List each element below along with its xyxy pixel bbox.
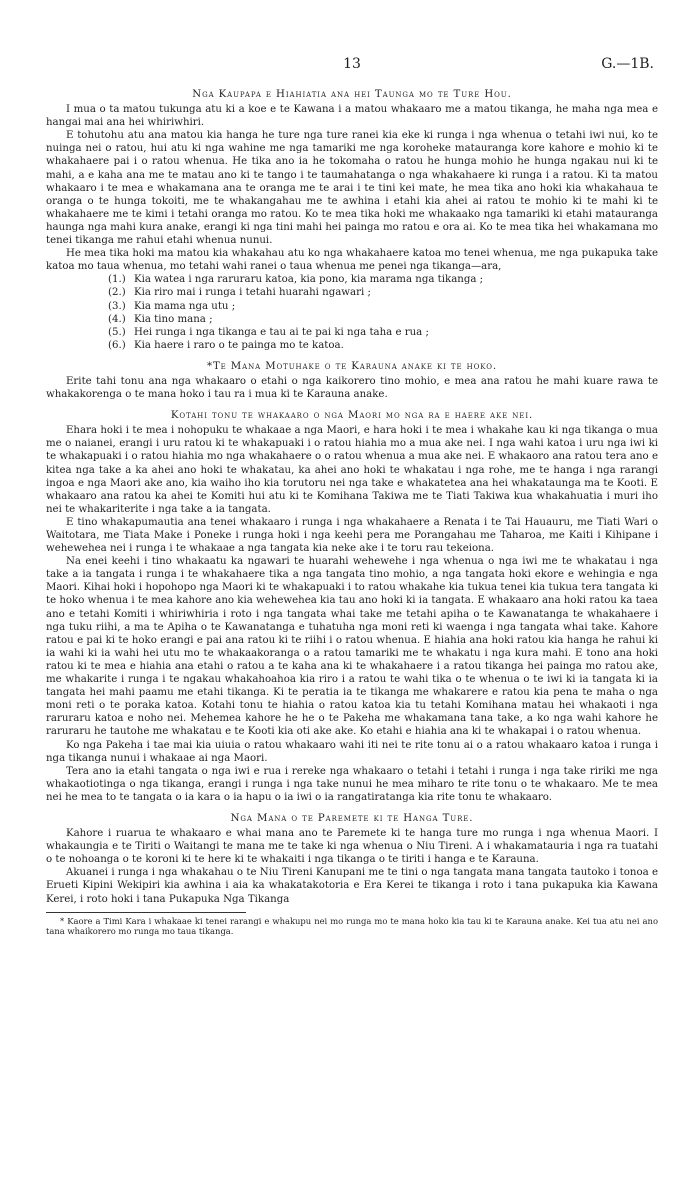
paragraph: E tino whakapumautia ana tenei whakaaro i runga i nga whakahaere a Renata i te Tai Hauauru, me Tiati Wari o Waitotara, me Tiata Make i Poneke i runga hoki i nga keehi pera me Porangahau me Taharoa, me Kaiti i Kihipane i wehewehea nei i runga i te whakaae a nga tangata kia neke ake i te toru rau tekeiona. [46, 516, 658, 555]
list-item: (4.) Kia tino mana ; [108, 313, 213, 325]
list-item: (3.) Kia mama nga utu ; [108, 300, 236, 312]
section-heading-paremete: Nga Mana o te Paremete ki te Hanga Ture. [230, 812, 474, 824]
paragraph: Ko nga Pakeha i tae mai kia uiuia o ratou whakaaro wahi iti nei te rite tonu ai o a ratou whakaaro katoa i runga i nga tikanga nunui i whakaae ai nga Maori. [46, 739, 658, 764]
paragraph: I mua o ta matou tukunga atu ki a koe e te Kawana i a matou whakaaro me a matou tikanga, he maha nga mea e hangai mai ana hei whiriwhiri. [46, 104, 658, 129]
paragraph: Kahore i ruarua te whakaaro e whai mana ano te Paremete ki te hanga ture mo runga i nga whenua Maori. I whakaungia e te Tiriti o Waitangi te mana me te take ki nga whenua o Niu Tireni. A i whakamatauria i nga ra tuatahi o te nohoanga o te koroni ki te here ki te whakaiti i nga tikanga o te tiriti i hanga e te Karauna. [46, 828, 658, 866]
section-heading-mana-motuhake: *Te Mana Motuhake o te Karauna anake ki te hoko. [206, 360, 498, 372]
section-heading-kotahi-tonu: Kotahi tonu te whakaaro o nga Maori mo nga ra e haere ake nei. [170, 410, 534, 422]
requirements-list [46, 273, 658, 352]
paragraph: Akuanei i runga i nga whakahau o te Niu Tireni Kanupani me te tini o nga tangata mana tangata tautoko i tonoa e Erueti Kipini Wekipiri kia awhina i aia ka whakatakotoria e Era Kerei te tikanga i roto i tana pukapuka kia Kawana Kerei, i roto hoki i tana Pukapuka Nga Tikanga [46, 867, 658, 905]
list-item: (2.) Kia riro mai i runga i tetahi huarahi ngawari ; [108, 287, 371, 299]
footnote: * Kaore a Timi Kara i whakaae ki tenei rarangi e whakupu nei mo runga mo te mana hoko kia tau ki te Karauna anake. Kei tua atu nei ano tana whaikorero mo runga mo taua tikanga. [46, 915, 658, 937]
page-number: 13 [343, 56, 361, 72]
paragraph: Na enei keehi i tino whakaatu ka ngawari te huarahi wehewehe i nga whenua o nga iwi me te whakatau i nga take a ia tangata i runga i te whakahaere tika a nga tangata tino mohio, a nga tangata hoki ekore e wehingia e nga Maori. Kihai hoki i hopohopo nga Maori ki te whakapuaki i to ratou whakahe kia tukua tenei kia tukua tera tangata ki te hoko whenua i te mea kahore ano kia wehewehea kia tau ano hoki ki ia tangata. E whakaaro ana hoki ratou ka taea ano e tetahi Komiti i whiriwhiria i roto i nga tangata whai take me tetahi apiha o te Kawanatanga te whakahaere i nga tuku riihi, a ma te Apiha o te Kawanatanga e tuhatuha nga moni reti ki waenga i nga tangata whai take. Kahore ratou e pai ki te hoko erangi e pai ana ratou ki te riihi i o ratou whenua. E hiahia ana hoki ratou kia hanga he rahui ki ia wahi ki ia wahi hei utu mo te whakaakoranga o a ratou tamariki me te whakatu i nga kura mahi. E tono ana hoki ratou ki te mea e hiahia ana etahi o ratou a te kaha ana ki te whakahaere i a ratou tikanga hei painga mo ratou ake, me whakarite i runga i te ngakau whakahoahoa kia riro i a ratou te wahi tika o te whenua o te iwi ki ia tangata ki ia tangata hei mahi paamu me etahi tikanga. Ki te peratia ia te tikanga me whakarere e ratou kia pena te maha o nga moni reti o te poraka katoa. Kotahi tonu te hiahia o ratou katoa kia tu tetahi Komihana matau hei whakaoti i nga raruraru katoa e noho nei. Mehemea kahore he he o te Pakeha me whakamana tana take, a ko nga wahi kahore he raruraru he tautohe me whakatau e te Kooti kia oti ake ake. Ko etahi e hiahia ana ki te whakapai i o ratou whenua. [46, 556, 658, 738]
list-item: (5.) Hei runga i nga tikanga e tau ai te pai ki nga taha e rua ; [108, 326, 429, 338]
page-header [46, 58, 658, 78]
paragraph: He mea tika hoki ma matou kia whakahau atu ko nga whakahaere katoa mo tenei whenua, me nga pukapuka take katoa mo taua whenua, mo tetahi wahi ranei o taua whenua me penei nga tikanga—ara, [46, 248, 658, 273]
paragraph: E tohutohu atu ana matou kia hanga he ture nga ture ranei kia eke ki runga i nga whenua o tetahi iwi nui, ko te nuinga nei o ratou, hui atu ki nga wahine me nga tamariki me nga koroheke matauranga kore kahore e mohio ki te whakahaere pai i o ratou whenua. He tika ano ia he tokomaha o ratou he hunga mohio he hunga ngakau nui ki te mahi, a e kaha ana me te matau ano ki te tango i te taumahatanga o nga whakahaere ki runga i a ratou. Ki ta matou whakaaro i te mea e whakamana ana te oranga me te arai i te tini kei mate, he mea tika ano hoki kia whakahaua te oranga o te hunga tokoiti, me te whakangahau me te awhina i etahi kia ahei ai ratou te mohio ki te mahi ki te whakahaere me te kimi i tetahi oranga mo ratou. Ko te mea tika hoki me whakaako nga tamariki ki etahi matauranga haunga nga mahi kura anake, erangi ki nga tini mahi hei painga mo ratou e ora ai. Ko te mea tika hei whakamana mo tenei tikanga me rahui etahi whenua nunui. [46, 130, 658, 247]
list-item: (1.) Kia watea i nga raruraru katoa, kia pono, kia marama nga tikanga ; [108, 274, 484, 286]
paragraph: Erite tahi tonu ana nga whakaaro o etahi o nga kaikorero tino mohio, e mea ana ratou he mahi kuare rawa te whakakorenga o te mana hoko i tau ra i mua ki te Karauna anake. [46, 375, 658, 401]
section-heading-kaupapa: Nga Kaupapa e Hiahiatia ana hei Taunga mo te Ture Hou. [192, 89, 512, 100]
paragraph: Ehara hoki i te mea i nohopuku te whakaae a nga Maori, e hara hoki i te mea i whakahe kau ki nga tikanga o mua me o naianei, erangi i uru ratou ki te whakapuaki i o ratou hiahia mo a mua ake nei. I nga wahi katoa i uru nga iwi ki te whakapuaki i o ratou hiahia mo nga whakahaere o o ratou whenua a mua ake nei. E whakaoro ana ratou tera ano e kitea nga take a ka ahei ano hoki te whakatau, ka ahei ano hoki te whakatau i nga rohe, me te hanga i nga rarangi ingoa e nga Maori ake ano, kia waiho iho kia torutoru nei nga take e whakatetea ana hei whakataunga ma te Kooti. E whakaaro ana ratou ka ahei te Komiti hui atu ki te Komihana Takiwa me te Tiati Takiwa kua whakahuatia i muri iho nei te whakariterite i nga take a ia tangata. [46, 425, 658, 515]
paragraph: Tera ano ia etahi tangata o nga iwi e rua i rereke nga whakaaro o tetahi i tetahi i runga i nga take ririki me nga whakaotiotinga o nga tikanga, erangi i runga i nga take nunui he mea miharo te rite tonu o te whakaaro. Me te mea nei he mea to te tangata o ia kara o ia hapu o ia iwi o ia rangatiratanga kia rite tonu te whakaaro. [46, 765, 658, 803]
list-item: (6.) Kia haere i raro o te painga mo te katoa. [108, 339, 344, 351]
footnote-divider [46, 912, 246, 913]
document-reference: G.—1B. [601, 56, 654, 72]
